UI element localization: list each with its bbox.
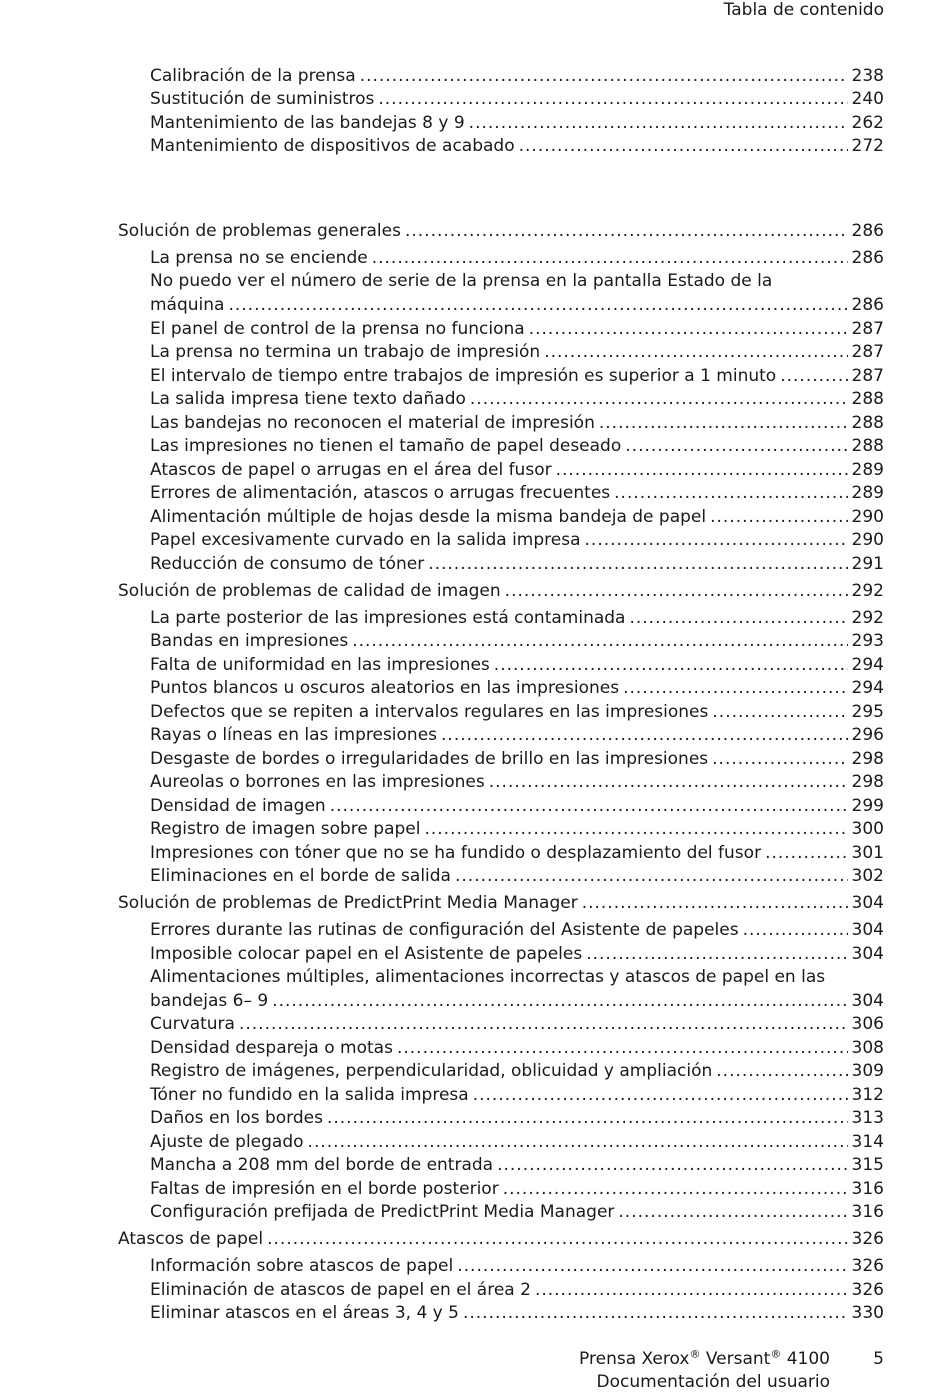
leader-dots <box>535 1279 848 1303</box>
toc-entry-page: 272 <box>851 136 884 156</box>
leader-dots <box>308 1131 848 1155</box>
leader-dots <box>239 1013 848 1037</box>
toc-subsection-entry[interactable] <box>150 1037 884 1061</box>
leader-dots <box>330 795 848 819</box>
toc-entry-page: 294 <box>851 678 884 698</box>
leader-dots <box>360 65 848 89</box>
toc-entry-page: 316 <box>851 1202 884 1222</box>
leader-dots <box>503 1178 848 1202</box>
toc-subsection-entry[interactable] <box>150 1201 884 1225</box>
toc-entry-title: El intervalo de tiempo entre trabajos de impresión es superior a 1 minuto <box>150 366 777 386</box>
toc-subsection-entry[interactable] <box>150 943 884 967</box>
toc-section-entry[interactable] <box>118 892 884 916</box>
toc-entry-page: 298 <box>851 749 884 769</box>
leader-dots <box>529 318 848 342</box>
toc-subsection-entry[interactable] <box>150 1131 884 1155</box>
toc-entry-page: 330 <box>851 1303 884 1323</box>
toc-entry-page: 304 <box>851 990 884 1011</box>
toc-entry-title: No puedo ver el número de serie de la prensa en la pantalla Estado de la <box>150 271 773 291</box>
toc-entry-page: 287 <box>851 319 884 339</box>
footer-product-name: Prensa Xerox® Versant® 4100 <box>579 1347 830 1369</box>
toc-subsection-entry[interactable] <box>150 1107 884 1131</box>
toc-entry-page: 293 <box>851 631 884 651</box>
toc-entry-page: 308 <box>851 1038 884 1058</box>
toc-entry-page: 292 <box>851 608 884 628</box>
toc-subsection-entry[interactable] <box>150 795 884 819</box>
toc-entry-page: 262 <box>851 113 884 133</box>
toc-entry-title: Aureolas o borrones en las impresiones <box>150 772 485 792</box>
leader-dots <box>623 677 847 701</box>
leader-dots <box>473 1084 848 1108</box>
toc-subsection-entry[interactable] <box>150 724 884 748</box>
leader-dots <box>378 88 847 112</box>
toc-entry-title: Calibración de la prensa <box>150 66 356 86</box>
leader-dots <box>712 701 847 725</box>
toc-subsection-entry[interactable] <box>150 1279 884 1303</box>
toc-entry-page: 289 <box>851 483 884 503</box>
toc-entry-title: Rayas o líneas en las impresiones <box>150 725 438 745</box>
toc-entry-title: Sustitución de suministros <box>150 89 375 109</box>
leader-dots <box>272 990 847 1014</box>
leader-dots <box>765 842 847 866</box>
toc-subsection-entry[interactable] <box>150 435 884 459</box>
leader-dots <box>625 435 847 459</box>
toc-entry-title: Atascos de papel o arrugas en el área del fusor <box>150 460 552 480</box>
leader-dots <box>455 865 848 889</box>
toc-entry-title: Impresiones con tóner que no se ha fundido o desplazamiento del fusor <box>150 843 762 863</box>
toc-subsection-entry[interactable] <box>150 112 884 136</box>
toc-subsection-entry[interactable] <box>150 365 884 389</box>
toc-subsection-entry[interactable] <box>150 1060 884 1084</box>
leader-dots <box>519 135 848 159</box>
toc-entry-title: Densidad de imagen <box>150 796 326 816</box>
toc-entry-page: 291 <box>851 554 884 574</box>
leader-dots <box>586 943 847 967</box>
toc-subsection-entry[interactable] <box>150 654 884 678</box>
toc-entry-page: 287 <box>851 342 884 362</box>
toc-subsection-entry[interactable] <box>150 341 884 365</box>
toc-entry-page: 326 <box>851 1280 884 1300</box>
toc-entry-title-continued: máquina <box>150 294 225 315</box>
leader-dots <box>780 365 847 389</box>
toc-subsection-entry[interactable] <box>150 966 884 1013</box>
leader-dots <box>228 294 847 318</box>
toc-entry-title: La parte posterior de las impresiones está contaminada <box>150 608 626 628</box>
toc-entry-title: Las impresiones no tienen el tamaño de papel deseado <box>150 436 622 456</box>
toc-entry-page: 288 <box>851 413 884 433</box>
toc-subsection-entry[interactable] <box>150 818 884 842</box>
toc-subsection-entry[interactable] <box>150 842 884 866</box>
toc-entry-title: Eliminar atascos en el áreas 3, 4 y 5 <box>150 1303 459 1323</box>
toc-entry-title: La prensa no termina un trabajo de impresión <box>150 342 541 362</box>
toc-entry-title: Daños en los bordes <box>150 1108 323 1128</box>
toc-entry-page: 306 <box>851 1014 884 1034</box>
toc-entry-title: Eliminación de atascos de papel en el área 2 <box>150 1280 531 1300</box>
toc-entry-page: 238 <box>851 66 884 86</box>
toc-entry-title: Imposible colocar papel en el Asistente de papeles <box>150 944 583 964</box>
toc-section-entry[interactable] <box>118 220 884 244</box>
toc-subsection-entry[interactable] <box>150 135 884 159</box>
leader-dots <box>327 1107 848 1131</box>
running-header: Tabla de contenido <box>723 0 884 20</box>
toc-subsection-entry[interactable] <box>150 506 884 530</box>
toc-entry-title: Registro de imágenes, perpendicularidad, oblicuidad y ampliación <box>150 1061 713 1081</box>
toc-entry-page: 240 <box>851 89 884 109</box>
toc-entry-title: Eliminaciones en el borde de salida <box>150 866 451 886</box>
leader-dots <box>497 1154 847 1178</box>
toc-subsection-entry[interactable] <box>150 553 884 577</box>
toc-entry-page: 301 <box>851 843 884 863</box>
leader-dots <box>629 607 847 631</box>
toc-entry-page: 326 <box>851 1229 884 1249</box>
toc-subsection-entry[interactable] <box>150 1154 884 1178</box>
toc-subsection-entry[interactable] <box>150 677 884 701</box>
toc-subsection-entry[interactable] <box>150 1013 884 1037</box>
toc-entry-title-continued: bandejas 6– 9 <box>150 990 269 1011</box>
toc-section-entry[interactable] <box>118 580 884 604</box>
toc-entry-title: Mantenimiento de dispositivos de acabado <box>150 136 515 156</box>
toc-entry-page: 304 <box>851 944 884 964</box>
leader-dots <box>716 1060 847 1084</box>
leader-dots <box>505 580 848 604</box>
toc-entry-page: 312 <box>851 1085 884 1105</box>
toc-section-entry[interactable] <box>118 1228 884 1252</box>
toc-subsection-entry[interactable] <box>150 270 884 317</box>
toc-entry-page: 316 <box>851 1179 884 1199</box>
leader-dots <box>405 220 848 244</box>
toc-entry-title: Mantenimiento de las bandejas 8 y 9 <box>150 113 465 133</box>
toc-entry-page: 292 <box>851 581 884 601</box>
toc-entry-page: 286 <box>851 248 884 268</box>
toc-entry-page: 315 <box>851 1155 884 1175</box>
leader-dots <box>267 1228 847 1252</box>
toc-entry-title: Reducción de consumo de tóner <box>150 554 425 574</box>
toc-subsection-entry[interactable] <box>150 630 884 654</box>
toc-entry-title: Ajuste de plegado <box>150 1132 304 1152</box>
toc-subsection-entry[interactable] <box>150 318 884 342</box>
page-number: 5 <box>873 1349 884 1369</box>
toc-entry-page: 289 <box>851 460 884 480</box>
leader-dots <box>582 892 848 916</box>
toc-entry-title: Las bandejas no reconocen el material de impresión <box>150 413 595 433</box>
toc-entry-title: La salida impresa tiene texto dañado <box>150 389 466 409</box>
toc-entry-page: 304 <box>851 920 884 940</box>
toc-entry-title: Bandas en impresiones <box>150 631 349 651</box>
toc-subsection-entry[interactable] <box>150 771 884 795</box>
toc-entry-title: Falta de uniformidad en las impresiones <box>150 655 490 675</box>
toc-entry-page: 300 <box>851 819 884 839</box>
footer-doc-type: Documentación del usuario <box>596 1372 830 1392</box>
toc-entry-title: Densidad despareja o motas <box>150 1038 393 1058</box>
toc-entry-page: 313 <box>851 1108 884 1128</box>
toc-entry-page: 326 <box>851 1256 884 1276</box>
leader-dots <box>441 724 848 748</box>
toc-subsection-entry[interactable] <box>150 1084 884 1108</box>
toc-entry-title: Configuración prefijada de PredictPrint Media Manager <box>150 1202 615 1222</box>
toc-entry-title: Defectos que se repiten a intervalos regulares en las impresiones <box>150 702 709 722</box>
toc-entry-title: Solución de problemas de calidad de imagen <box>118 581 501 601</box>
toc-subsection-entry[interactable] <box>150 88 884 112</box>
leader-dots <box>494 654 848 678</box>
leader-dots <box>470 388 848 412</box>
leader-dots <box>463 1302 848 1326</box>
toc-entry-page: 314 <box>851 1132 884 1152</box>
toc-subsection-entry[interactable] <box>150 748 884 772</box>
leader-dots <box>585 529 848 553</box>
toc-entry-title: Atascos de papel <box>118 1229 264 1249</box>
toc-entry-page: 288 <box>851 436 884 456</box>
toc-subsection-entry[interactable] <box>150 1302 884 1326</box>
toc-entry-page: 295 <box>851 702 884 722</box>
footer <box>579 1348 830 1394</box>
toc-subsection-entry[interactable] <box>150 865 884 889</box>
leader-dots <box>397 1037 848 1061</box>
toc-subsection-entry[interactable] <box>150 919 884 943</box>
leader-dots <box>556 459 848 483</box>
leader-dots <box>352 630 847 654</box>
leader-dots <box>544 341 847 365</box>
toc-entry-title: Tóner no fundido en la salida impresa <box>150 1085 469 1105</box>
leader-dots <box>457 1255 847 1279</box>
toc-subsection-entry[interactable] <box>150 412 884 436</box>
leader-dots <box>712 748 847 772</box>
toc-entry-page: 290 <box>851 507 884 527</box>
toc-entry-title: Curvatura <box>150 1014 235 1034</box>
toc-subsection-entry[interactable] <box>150 701 884 725</box>
toc-entry-title: Alimentaciones múltiples, alimentaciones incorrectas y atascos de papel en las <box>150 967 826 987</box>
toc-entry-page: 296 <box>851 725 884 745</box>
toc-entry-title: Alimentación múltiple de hojas desde la misma bandeja de papel <box>150 507 707 527</box>
leader-dots <box>743 919 848 943</box>
toc-entry-title: Errores durante las rutinas de configuración del Asistente de papeles <box>150 920 739 940</box>
toc-subsection-entry[interactable] <box>150 482 884 506</box>
toc-entry-page: 298 <box>851 772 884 792</box>
toc-entry-page: 290 <box>851 530 884 550</box>
toc-entry-title: Desgaste de bordes o irregularidades de brillo en las impresiones <box>150 749 709 769</box>
toc-entry-title: Errores de alimentación, atascos o arrugas frecuentes <box>150 483 611 503</box>
toc-subsection-entry[interactable] <box>150 529 884 553</box>
toc-entry-page: 286 <box>851 294 884 315</box>
leader-dots <box>489 771 848 795</box>
leader-dots <box>614 482 847 506</box>
toc-entry-title: La prensa no se enciende <box>150 248 368 268</box>
toc-subsection-entry[interactable] <box>150 607 884 631</box>
leader-dots <box>710 506 847 530</box>
toc-entry-title: Mancha a 208 mm del borde de entrada <box>150 1155 494 1175</box>
toc-entry-page: 287 <box>851 366 884 386</box>
toc-entry-title: Solución de problemas de PredictPrint Media Manager <box>118 893 578 913</box>
toc-entry-page: 309 <box>851 1061 884 1081</box>
toc-subsection-entry[interactable] <box>150 388 884 412</box>
toc-entry-title: Puntos blancos u oscuros aleatorios en las impresiones <box>150 678 620 698</box>
toc-entry-title: Papel excesivamente curvado en la salida impresa <box>150 530 581 550</box>
toc-entry-page: 294 <box>851 655 884 675</box>
toc-subsection-entry[interactable] <box>150 459 884 483</box>
toc-entry-title: El panel de control de la prensa no funciona <box>150 319 525 339</box>
leader-dots <box>618 1201 847 1225</box>
toc-subsection-entry[interactable] <box>150 247 884 271</box>
toc-entry-title: Solución de problemas generales <box>118 221 401 241</box>
leader-dots <box>428 553 847 577</box>
leader-dots <box>372 247 848 271</box>
toc-entry-page: 302 <box>851 866 884 886</box>
toc-subsection-entry[interactable] <box>150 1255 884 1279</box>
toc-entry-page: 288 <box>851 389 884 409</box>
toc-entry-title: Información sobre atascos de papel <box>150 1256 454 1276</box>
toc-entry-page: 286 <box>851 221 884 241</box>
toc-entry-title: Registro de imagen sobre papel <box>150 819 421 839</box>
leader-dots <box>469 112 848 136</box>
leader-dots <box>599 412 848 436</box>
toc-entry-title: Faltas de impresión en el borde posterior <box>150 1179 499 1199</box>
leader-dots <box>424 818 847 842</box>
toc-subsection-entry[interactable] <box>150 65 884 89</box>
toc-entry-page: 299 <box>851 796 884 816</box>
toc-subsection-entry[interactable] <box>150 1178 884 1202</box>
toc-entry-page: 304 <box>851 893 884 913</box>
